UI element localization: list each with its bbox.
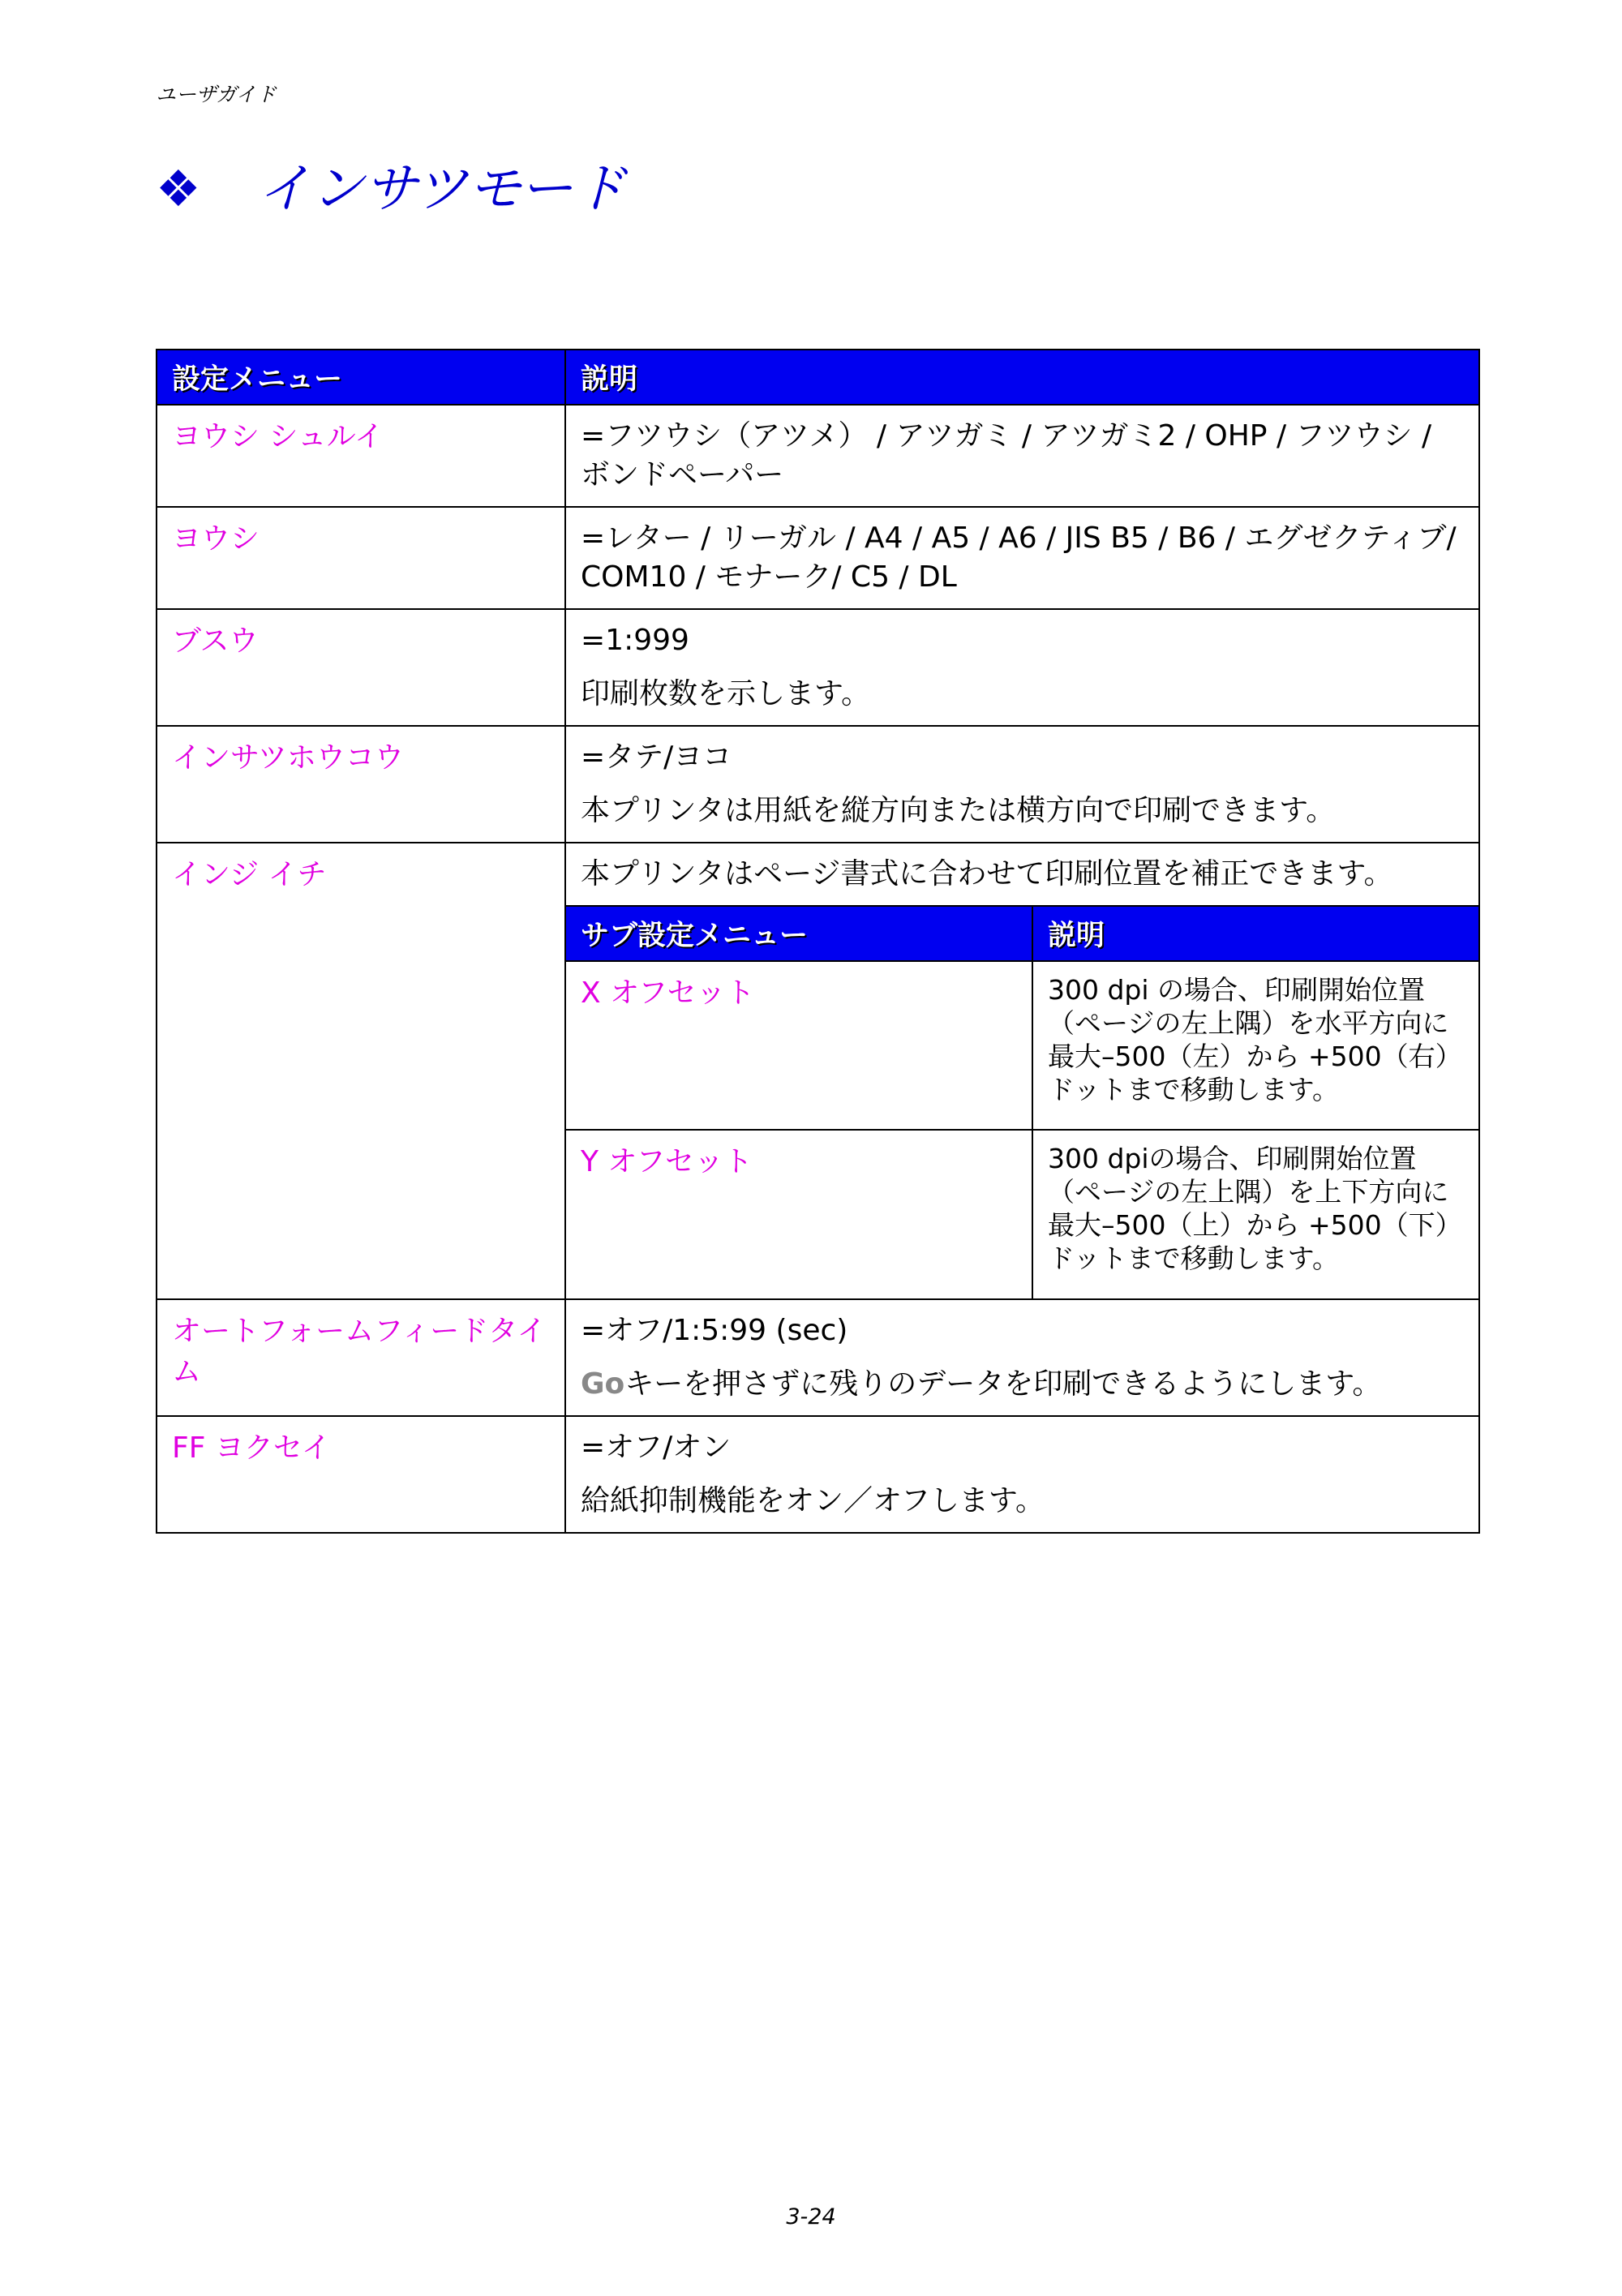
- menu-item: ヨウシ: [157, 507, 565, 609]
- menu-item: FF ヨクセイ: [157, 1416, 565, 1533]
- menu-description: [565, 1416, 1479, 1533]
- table-row: [157, 726, 1479, 843]
- section-title: インサツモード: [257, 157, 627, 220]
- menu-item: ヨウシ シュルイ: [157, 405, 565, 507]
- go-key-label: Go: [581, 1367, 625, 1401]
- sub-table-header-row: [566, 906, 1478, 961]
- menu-description: [565, 507, 1479, 609]
- option-values: =レター / リーガル / A4 / A5 / A6 / JIS B5 / B6 / エグゼクティブ/ COM10 / モナーク/ C5 / DL: [581, 521, 1457, 594]
- table-header-row: [157, 350, 1479, 405]
- sub-column-header-description: 説明: [1032, 906, 1478, 961]
- page-number: 3-24: [786, 2204, 836, 2229]
- option-note: 給紙抑制機能をオン／オフします。: [581, 1484, 1045, 1517]
- sub-settings-table: [566, 905, 1478, 1298]
- sub-column-header-menu: サブ設定メニュー: [566, 906, 1032, 961]
- table-row: [566, 1130, 1478, 1298]
- sub-menu-description: 300 dpi の場合、印刷開始位置（ページの左上隅）を水平方向に最大–500（左）から +500（右）ドットまで移動します。: [1032, 961, 1478, 1130]
- table-row: [157, 1299, 1479, 1416]
- option-values: =オフ/1:5:99 (sec): [581, 1314, 848, 1347]
- option-values: =フツウシ（アツメ） / アツガミ / アツガミ2 / OHP / フツウシ / ボンドペーパー: [581, 419, 1432, 491]
- diamond-bullet-icon: ❖: [156, 159, 201, 218]
- option-note: 本プリンタは用紙を縦方向または横方向で印刷できます。: [581, 794, 1336, 827]
- menu-description: [565, 405, 1479, 507]
- table-row: [157, 1416, 1479, 1533]
- option-note: 本プリンタはページ書式に合わせて印刷位置を補正できます。: [581, 857, 1393, 891]
- menu-description: [565, 1299, 1479, 1416]
- menu-item: オートフォームフィードタイム: [157, 1299, 565, 1416]
- table-row: [157, 405, 1479, 507]
- option-values: =オフ/オン: [581, 1431, 732, 1464]
- sub-menu-item: Y オフセット: [566, 1130, 1032, 1298]
- column-header-menu: 設定メニュー: [157, 350, 565, 405]
- menu-description: [565, 843, 1479, 1299]
- running-header: ユーザガイド: [156, 83, 277, 106]
- menu-item: インジ イチ: [157, 843, 565, 1299]
- table-row: [157, 609, 1479, 726]
- option-values: =1:999: [581, 624, 689, 657]
- settings-table: [156, 349, 1480, 1534]
- option-note: 印刷枚数を示します。: [581, 677, 871, 710]
- sub-menu-item: X オフセット: [566, 961, 1032, 1130]
- menu-item: インサツホウコウ: [157, 726, 565, 843]
- option-values: =タテ/ヨコ: [581, 740, 732, 774]
- menu-description: [565, 726, 1479, 843]
- column-header-description: 説明: [565, 350, 1479, 405]
- menu-description: [565, 609, 1479, 726]
- option-note-text: キーを押さずに残りのデータを印刷できるようにします。: [624, 1367, 1382, 1401]
- section-heading: [156, 157, 627, 220]
- option-note: [581, 1365, 1464, 1404]
- table-row: [157, 843, 1479, 1299]
- menu-item: ブスウ: [157, 609, 565, 726]
- table-row: [566, 961, 1478, 1130]
- sub-menu-description: 300 dpiの場合、印刷開始位置（ページの左上隅）を上下方向に最大–500（上）から +500（下） ドットまで移動します。: [1032, 1130, 1478, 1298]
- table-row: [157, 507, 1479, 609]
